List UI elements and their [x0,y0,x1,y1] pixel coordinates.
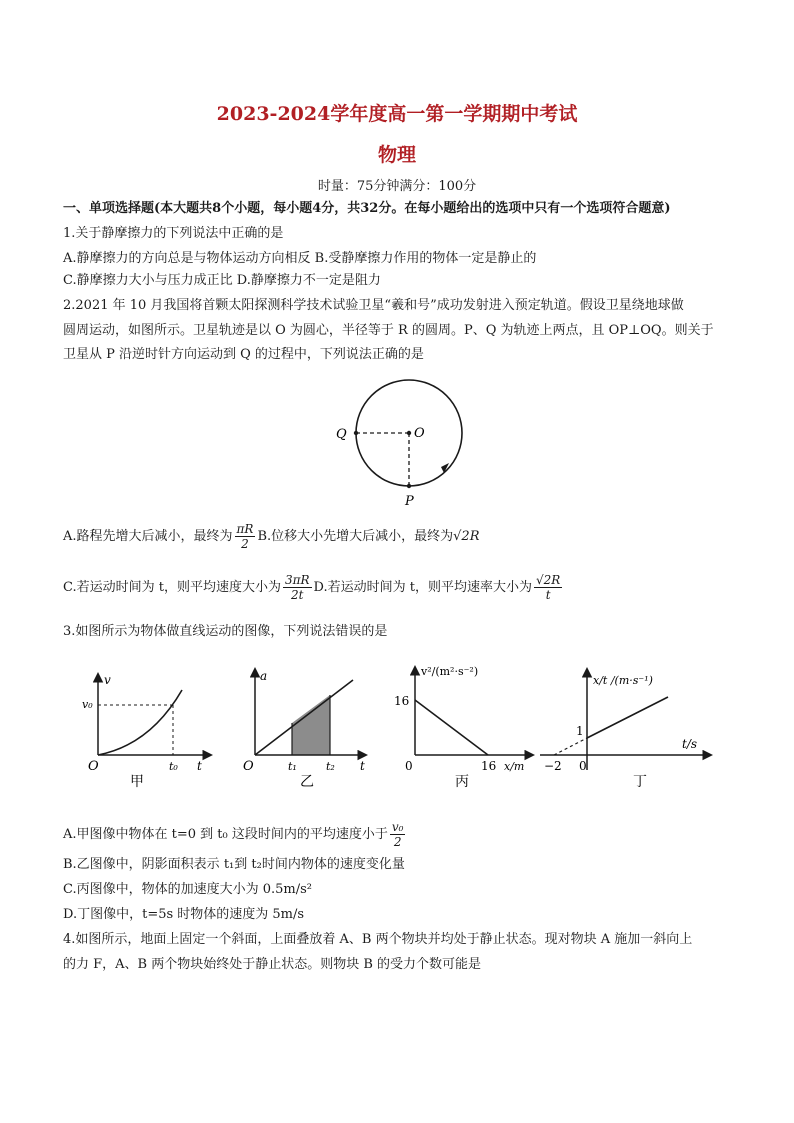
q1-options-ab: A.静摩擦力的方向总是与物体运动方向相反 B.受静摩擦力作用的物体一定是静止的 [63,251,537,266]
label-o: O [414,426,425,441]
bing-y-label: v²/(m²·s⁻²) [421,665,479,678]
q2-d-fraction [534,573,562,602]
q2-options-ab [63,522,479,551]
q3-stem: 3.如图所示为物体做直线运动的图像，下列说法错误的是 [63,624,388,639]
exam-meta: 时量：75分钟满分：100分 [317,179,477,194]
point-p [407,484,411,488]
ding-name: 丁 [633,774,647,790]
yi-t1-label: t₁ [288,760,297,773]
q2-a-fraction [235,522,256,551]
q3-a-text: A.甲图像中物体在 t=0 到 t₀ 这段时间内的平均速度小于 [63,827,388,842]
jia-origin: O [88,759,99,774]
yi-t2-label: t₂ [326,760,335,773]
q3-a-den: 2 [393,835,402,849]
ding-xneg: −2 [544,759,562,773]
yi-name: 乙 [300,774,314,790]
q2-d-den: t [545,588,551,602]
graph-jia [82,673,210,790]
q2-line2: 圆周运动，如图所示。卫星轨迹是以 O 为圆心，半径等于 R 的圆周。P、Q 为轨迹上两点，且 OP⊥OQ。则关于 [63,323,714,338]
label-p: P [405,494,414,509]
ding-y1: 1 [576,724,584,738]
q4-line2: 的力 F，A、B 两个物块始终处于静止状态。则物块 B 的受力个数可能是 [63,957,482,972]
q2-a-den: 2 [241,537,249,551]
graph-yi [243,669,365,790]
section-heading: 一、单项选择题(本大题共8个小题，每小题4分，共32分。在每小题给出的选项中只有一个选项符合题意) [63,201,671,216]
q3-option-c: C.丙图像中，物体的加速度大小为 0.5m/s² [63,882,313,897]
q3-a-num: v₀ [391,820,404,834]
point-o [407,431,411,435]
subject-title: 物理 [377,144,416,166]
jia-v0-label: v₀ [82,698,93,711]
q3-a-fraction [390,820,406,849]
q3-option-a [63,820,407,849]
q2-option-b: B.位移大小先增大后减小，最终为 [257,529,454,544]
bing-name: 丙 [455,774,469,790]
ding-origin: 0 [579,759,587,773]
jia-curve [98,690,182,755]
ding-dash [554,738,587,755]
ding-line [587,697,668,738]
yi-y-label: a [260,669,268,683]
q4-line1: 4.如图所示，地面上固定一个斜面，上面叠放着 A、B 两个物块并均处于静止状态。现对物块 A 施加一斜向上 [63,932,693,947]
bing-line [415,700,488,755]
q1-stem: 1.关于静摩擦力的下列说法中正确的是 [63,226,284,241]
q2-line1: 2.2021 年 10 月我国将首颗太阳探测科学技术试验卫星“羲和号”成功发射进入预定轨道。假设卫星绕地球做 [63,298,684,313]
label-q: Q [336,427,347,442]
q3-option-d: D.丁图像中，t=5s 时物体的速度为 5m/s [63,907,305,922]
q2-a-num: πR [236,522,254,536]
q2-c-num: 3πR [284,573,310,587]
jia-x-label: t [197,759,202,773]
q2-option-c: C.若运动时间为 t，则平均速度大小为 [63,580,281,595]
q2-line3: 卫星从 P 沿逆时针方向运动到 Q 的过程中，下列说法正确的是 [63,347,424,362]
bing-origin: 0 [405,759,413,773]
bing-x16: 16 [481,759,497,773]
jia-name: 甲 [130,774,144,790]
bing-x-label: x/m [504,760,525,773]
exam-title: 2023-2024学年度高一第一学期期中考试 [216,103,578,125]
ding-y-label: x/t /(m·s⁻¹) [593,674,653,687]
q1-options-cd: C.静摩擦力大小与压力成正比 D.静摩擦力不一定是阻力 [63,273,381,288]
yi-origin: O [243,759,254,774]
q2-b-value: √2R [453,529,480,544]
graph-ding [540,670,710,790]
graph-bing [394,665,532,790]
q2-d-num: √2R [536,573,561,587]
q2-options-cd [63,573,564,602]
yi-x-label: t [360,759,365,773]
q2-c-fraction [283,573,312,602]
q3-option-b: B.乙图像中，阴影面积表示 t₁到 t₂时间内物体的速度变化量 [63,857,405,872]
jia-y-label: v [104,673,111,687]
ding-x-label: t/s [682,737,698,751]
bing-y16: 16 [394,694,410,708]
orbit-figure [330,360,470,510]
q2-option-d: D.若运动时间为 t，则平均速率大小为 [313,580,532,595]
yi-shaded-area [292,695,330,755]
jia-t0-label: t₀ [169,760,178,773]
q2-c-den: 2t [291,588,304,602]
point-q [354,431,358,435]
q3-graphs [60,650,740,800]
q2-option-a: A.路程先增大后减小，最终为 [63,529,233,544]
